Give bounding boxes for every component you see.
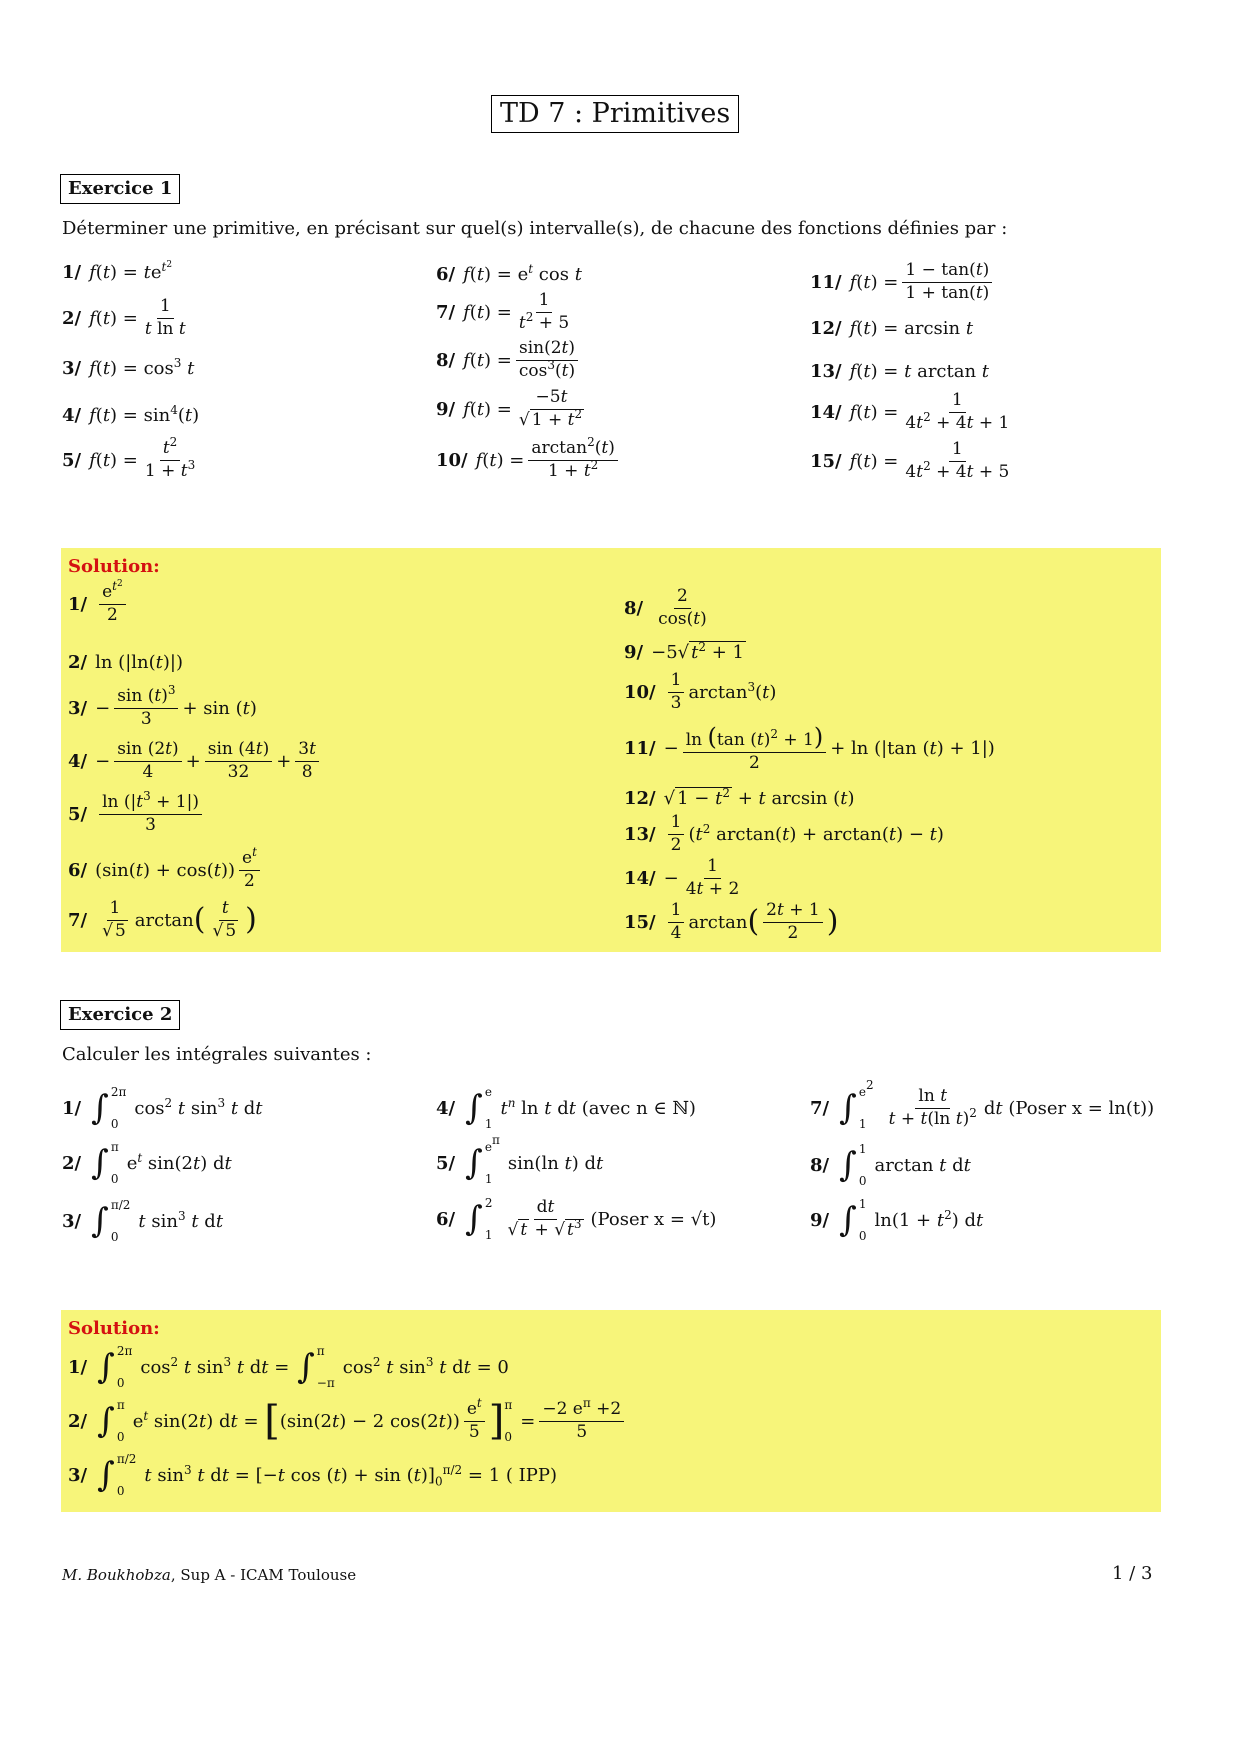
solution-1-label: Solution:: [68, 556, 160, 577]
sol1-item-11: 11/ − $\frac{\ln (\tan (t)^2 + 1)}{2}$ + ln (|tan (t) + 1|): [624, 723, 995, 773]
ex2-item-1: 1/ ∫ 2π 0 $\cos^2 t$ $\sin^3 t$ dt: [62, 1085, 263, 1131]
sol1-item-14: 14/ − $\frac{1}{4t + 2}$: [624, 856, 740, 899]
exercise-1-instruction: Déterminer une primitive, en précisant sur quel(s) intervalle(s), de chacune des fonctions définies par :: [62, 218, 1008, 239]
sol1-item-3: 3/ − $\frac{\sin (t)^3}{3}$ + sin (t): [68, 683, 257, 729]
sol1-item-1: 1/ $\frac{e^{t^2}}{2}$: [68, 584, 130, 625]
ex2-item-5: 5/ ∫ $e^\pi$ 1 sin(ln t) dt: [436, 1133, 604, 1186]
sol2-item-2: 2/ ∫ π 0 $e^t$ sin(2t) dt = [ (sin(2t) − 2 cos(2t)) $\frac{e^t}{5}$ ] π 0 = $\frac{-2 e^\pi +2}{5}$: [68, 1398, 628, 1444]
sol1-item-7: 7/ $\frac{1}{√ 5}$ arctan ( $\frac{t}{√ 5}$ ): [68, 898, 257, 941]
solution-2-label: Solution:: [68, 1318, 160, 1339]
ex1-item-2: 2/ f(t) = $\frac{1}{\text{t ln t}}$: [62, 296, 186, 339]
sol1-item-4: 4/ − $\frac{\sin (2t)}{4}$ + $\frac{\sin (4t)}{32}$ + $\frac{3t}{8}$: [68, 741, 323, 782]
ipp-note: ( IPP): [505, 1464, 557, 1486]
ex1-item-10: 10/ f(t) = $\frac{\arctan^2(t)}{1 + t^2}$: [436, 440, 622, 481]
ex2-item-7: 7/ ∫ $e^2$ 1 $\frac{\text{ln t}}{t + t(\ln t)^2}$ dt (Poser x = ln(t)): [810, 1078, 1155, 1131]
ex1-item-4: 4/ $f(t) = \sin^4(t)$: [62, 403, 200, 426]
footer-credit: [62, 1566, 356, 1584]
ex2-item-6: 6/ ∫ 2 1 $\frac{dt}{√ t + √ t^3}$ (Poser x = √t): [436, 1196, 717, 1242]
ex1-item-6: 6/ $f(t) = e^t$ cos t: [436, 262, 582, 285]
sol1-item-8: 8/ $\frac{2}{\cos(t)}$: [624, 586, 707, 629]
sol2-item-3: 3/ ∫ π/2 0 t $\sin^3 t$ dt = [−t $\cos (t) + \sin (t)]_0^{\pi/2} = 1$ ( IPP): [68, 1452, 557, 1498]
ex2-item-8: 8/ ∫ 1 0 arctan t dt: [810, 1142, 971, 1188]
ex1-item-8: 8/ f(t) = $\frac{\sin(2t)}{\cos^3(t)}$: [436, 340, 582, 381]
sol1-item-13: 13/ $\frac{1}{2}$ ($t^2$ arctan(t) + arctan(t) − t): [624, 812, 944, 855]
sol1-item-9: 9/ −5√ $t^2 + 1$: [624, 640, 744, 663]
ex1-item-1: 1/ $f(t) = te^{t^2}$: [62, 260, 173, 283]
ex1-item-15: 15/ f(t) = $\frac{1}{4t^2 + 4t + 5}$: [810, 439, 1010, 482]
ex2-hint-6: (Poser x = √t): [590, 1208, 717, 1230]
ex2-item-2: 2/ ∫ π 0 $e^t$ sin(2t) dt: [62, 1140, 232, 1186]
exercise-1-heading: Exercice 1: [60, 174, 180, 204]
ex1-item-3: 3/ $f(t) = \cos^3 t$: [62, 356, 195, 379]
solution-1-box: [61, 548, 1161, 952]
ex1-item-7: 7/ f(t) = $\frac{1}{t^2 + 5}$: [436, 290, 570, 333]
footer-author: M. Boukhobza: [62, 1566, 171, 1584]
page-title: TD 7 : Primitives: [491, 95, 739, 133]
exercise-2-heading: Exercice 2: [60, 1000, 180, 1030]
sol1-item-12: 12/ √ $1 - t^2 + t$ arcsin (t): [624, 786, 855, 809]
exercise-2-instruction: Calculer les intégrales suivantes :: [62, 1044, 372, 1065]
ex1-item-5: 5/ f(t) = $\frac{t^2}{1 + t^3}$: [62, 435, 196, 481]
ex1-item-13: 13/ f(t) = t arctan t: [810, 361, 990, 382]
sol1-item-10: 10/ $\frac{1}{3}$ $\arctan^3(t)$: [624, 670, 777, 713]
ex1-item-12: 12/ f(t) = arcsin t: [810, 318, 974, 339]
ex2-item-4: 4/ ∫ e 1 $t^n$ ln t dt (avec n ∈ ℕ): [436, 1085, 696, 1131]
footer-school: , Sup A - ICAM Toulouse: [170, 1566, 357, 1584]
ex2-item-9: 9/ ∫ 1 0 $\ln(1 + t^2)$ dt: [810, 1197, 984, 1243]
solution-2-box: [61, 1310, 1161, 1512]
ex1-item-9: 9/ f(t) = $\frac{-5t}{√ 1 + t^2}$: [436, 387, 583, 430]
sol1-item-6: 6/ (sin(t) + cos(t)) $\frac{e^t}{2}$: [68, 850, 264, 891]
ex2-item-3: 3/ ∫ π/2 0 t $\sin^3 t$ dt: [62, 1198, 224, 1244]
ex2-hint-4: (avec n ∈ ℕ): [581, 1097, 696, 1119]
sol2-item-1: 1/ ∫ 2π 0 $\cos^2 t$ $\sin^3 t$ dt = ∫ π −π $\cos^2 t$ $\sin^3 t$ dt = 0: [68, 1344, 509, 1390]
ex2-hint-7: (Poser x = ln(t)): [1008, 1097, 1155, 1119]
ex1-item-14: 14/ f(t) = $\frac{1}{4t^2 + 4t + 1}$: [810, 390, 1010, 433]
sol1-item-2: 2/ ln (|ln(t)|): [68, 652, 183, 673]
sol1-item-5: 5/ $\frac{\ln (|t^3 + 1|)}{3}$: [68, 794, 206, 835]
ex1-item-11: 11/ f(t) = $\frac{1 - \tan(t)}{1 + \tan(t)}$: [810, 262, 996, 303]
page-number: 1 / 3: [1112, 1563, 1153, 1584]
sol1-item-15: 15/ $\frac{1}{4}$ arctan ( $\frac{2t + 1}{2}$ ): [624, 900, 839, 943]
